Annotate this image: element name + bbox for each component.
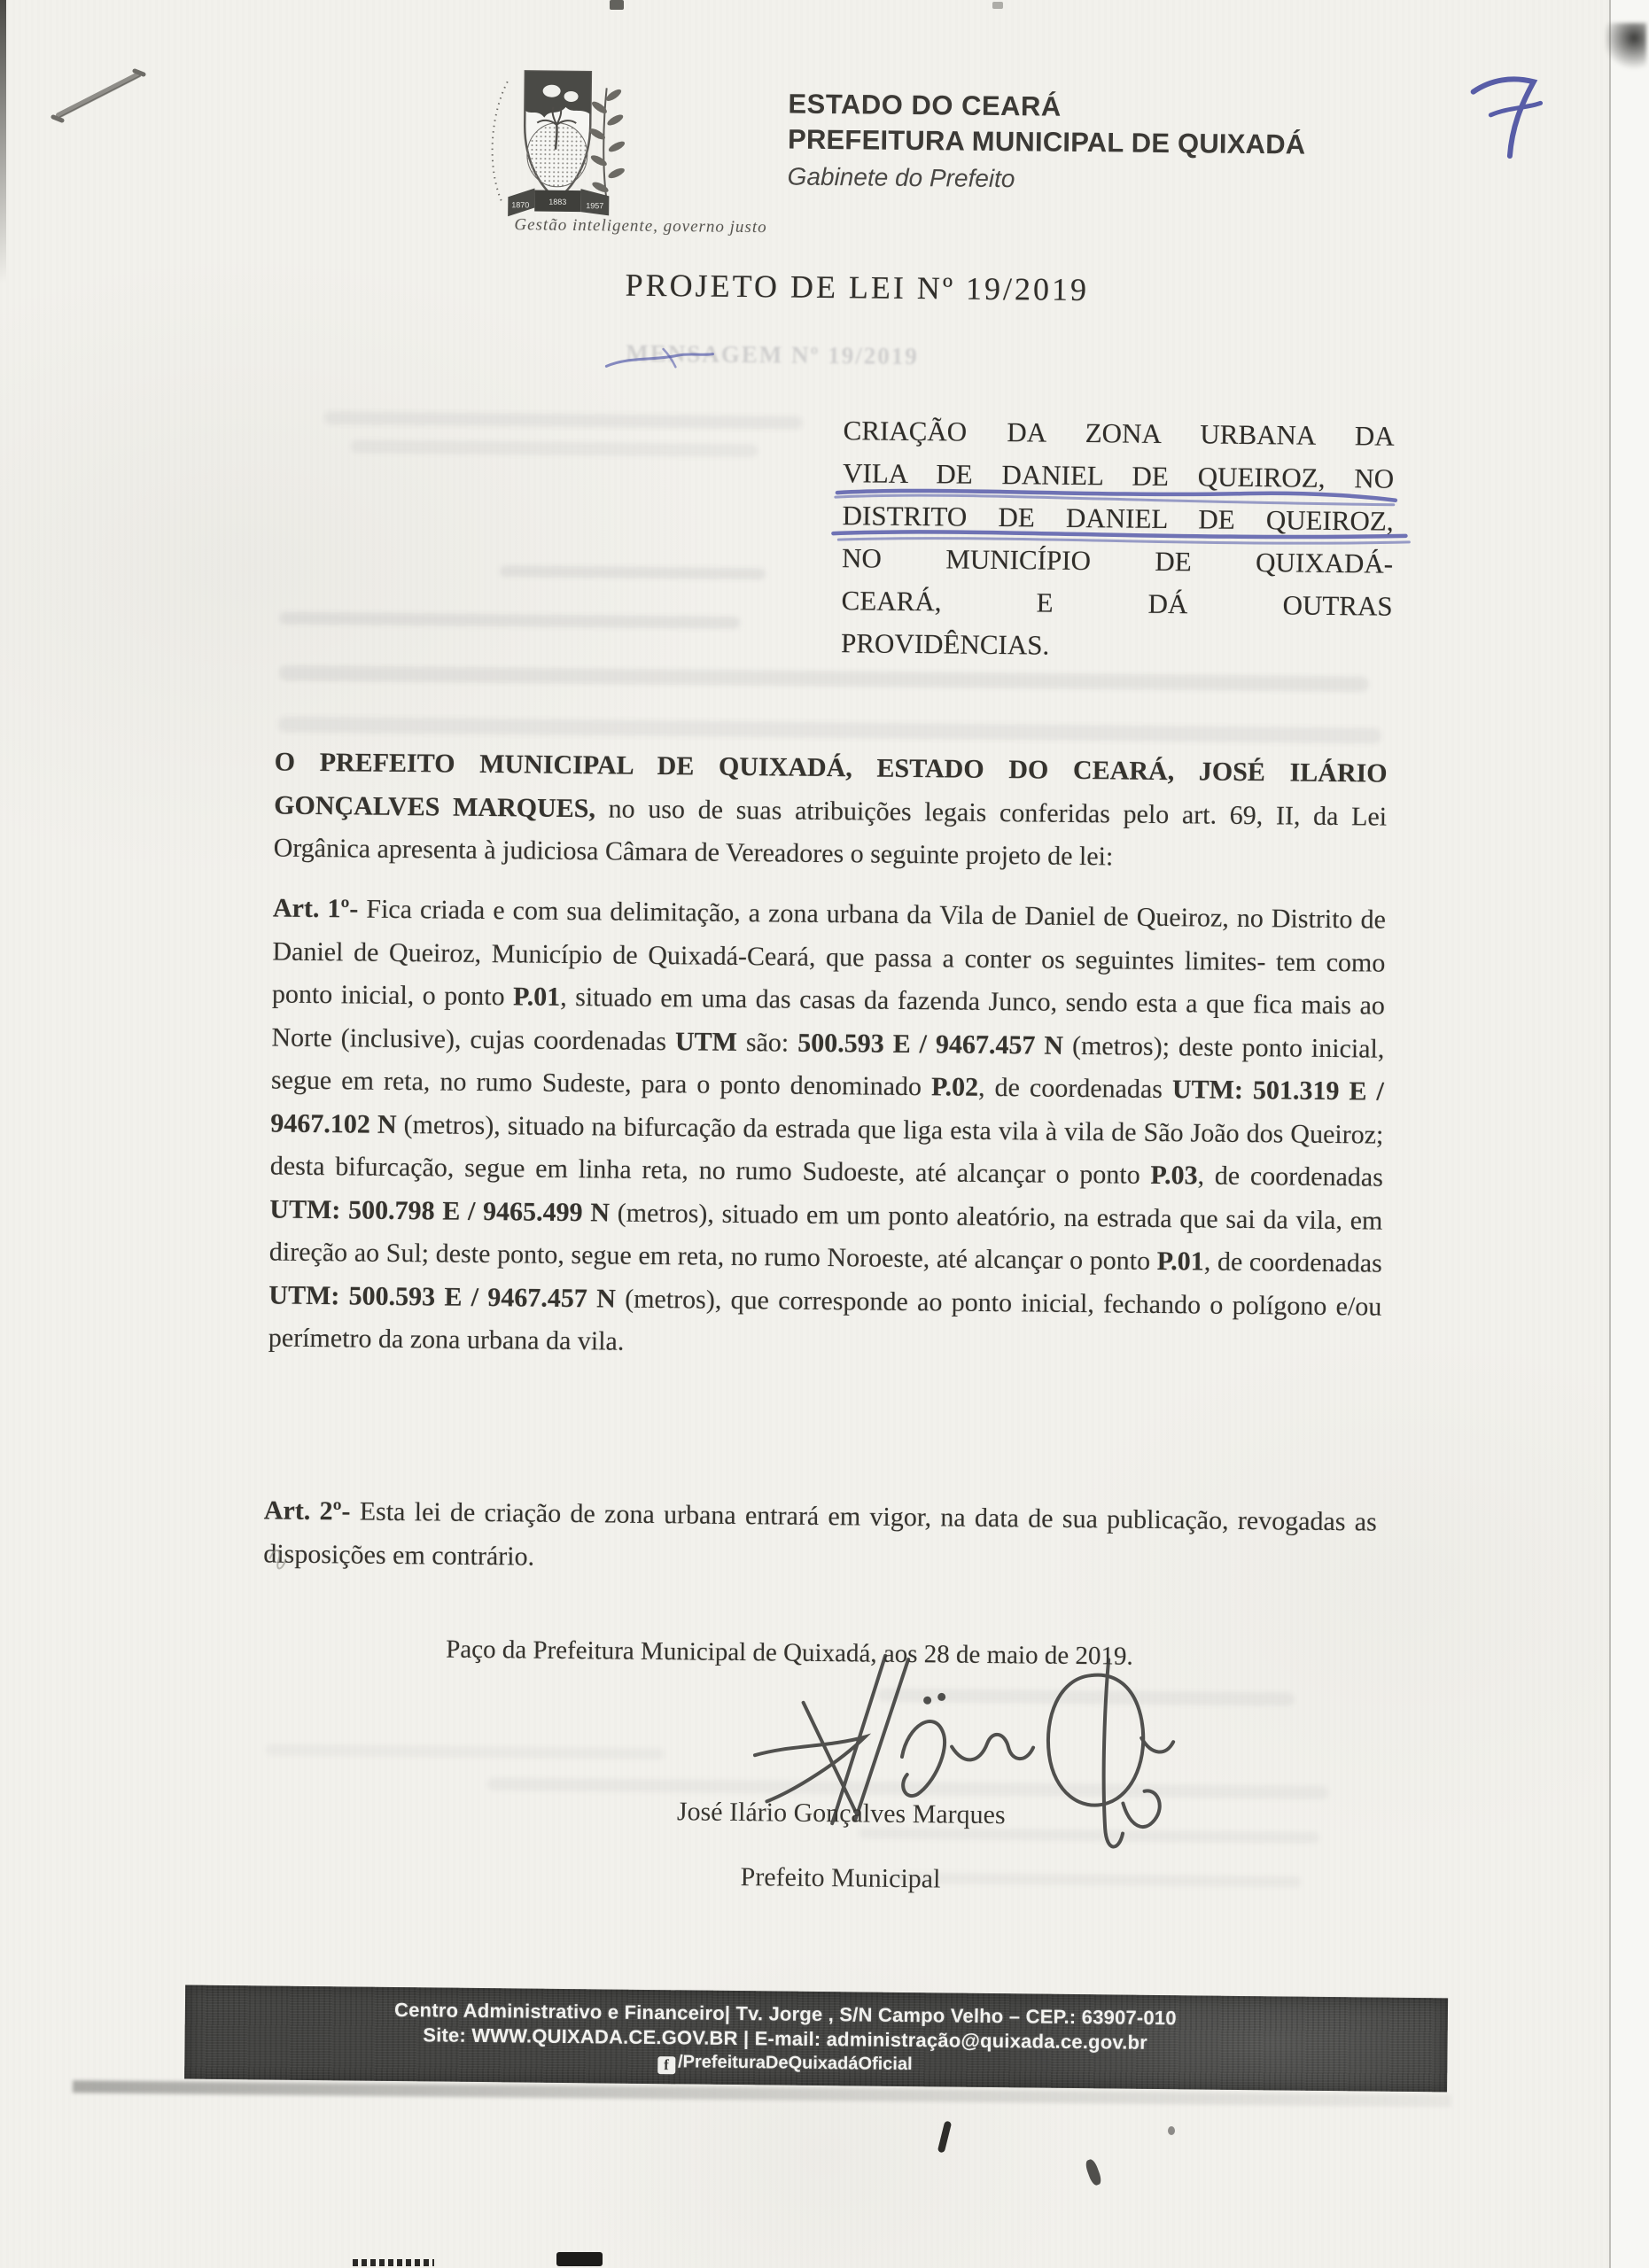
crest-date-center: 1883 (548, 197, 567, 206)
staple (46, 60, 161, 131)
dateline: Paço da Prefeitura Municipal de Quixadá, aos 28 de maio de 2019. (446, 1635, 1133, 1671)
signatory-name: José Ilário Gonçalves Marques (676, 1797, 1006, 1830)
scan-edge-right-line (1609, 0, 1611, 2268)
bleedthrough-title: MENSAGEM Nº 19/2019 (626, 339, 919, 370)
letterhead-municipality: PREFEITURA MUNICIPAL DE QUIXADÁ (787, 123, 1306, 160)
crest-motto: Gestão inteligente, governo justo (514, 215, 767, 237)
crest-date-right: 1957 (586, 201, 604, 211)
scan-edge-right-zone (1611, 0, 1649, 2268)
scan-mark-bottom-dashes (353, 2259, 434, 2266)
scan-edge-left (0, 0, 6, 284)
ementa-text: PROVIDÊNCIAS. (840, 627, 1050, 661)
handwritten-page-number (1466, 67, 1551, 166)
letterhead-office: Gabinete do Prefeito (787, 162, 1015, 193)
ementa-text: VILA DE DANIEL DE QUEIROZ, NO (842, 457, 1395, 494)
facebook-handle: /PrefeituraDeQuixadáOficial (677, 2052, 913, 2075)
article-1-paragraph: Art. 1º- Fica criada e com sua delimitação, a zona urbana da Vila de Daniel de Queiroz, no Distrito de Daniel de Queiroz, Município de Quixadá-Ceará, que passa a conter os seguintes limites- tem como ponto inicial, o ponto P.01, situado em uma das casas da fazenda Junco, sendo esta a que fica mais ao Norte (inclusive), cujas coordenadas UTM são: 500.593 E / 9467.457 N (metros); deste ponto inicial, segue em reta, no rumo Sudeste, para o ponto denominado P.02, de coordenadas UTM: 501.319 E / 9467.102 N (metros), situado na bifurcação da estrada que liga esta vila à vila de São João dos Queiroz; desta bifurcação, segue em linha reta, no rumo Sudoeste, até alcançar o ponto P.03, de coordenadas UTM: 500.798 E / 9465.499 N (metros), situado em um ponto aleatório, na estrada que sai da vila, em direção ao Sul; deste ponto, segue em reta, no rumo Noroeste, até alcançar o ponto P.01, de coordenadas UTM: 500.593 E / 9467.457 N (metros), que corresponde ao ponto inicial, fechando o polígono e/ou perímetro da zona urbana da vila. (268, 893, 1387, 1356)
ementa-text: CRIAÇÃO DA ZONA URBANA DA (843, 415, 1395, 452)
facebook-icon: f (657, 2056, 675, 2074)
ementa-text: DISTRITO DE DANIEL DE QUEIROZ, (842, 500, 1394, 537)
document-title: PROJETO DE LEI Nº 19/2019 (625, 267, 1090, 308)
preamble-paragraph: O PREFEITO MUNICIPAL DE QUIXADÁ, ESTADO DO CEARÁ, JOSÉ ILÁRIO GONÇALVES MARQUES, no uso de suas atribuições legais conferidas pelo art. 69, II, da Lei Orgânica apresenta à judiciosa Câmara de Vereadores o seguinte projeto de lei: (273, 747, 1388, 872)
scan-mark (992, 2, 1003, 9)
crest-date-left: 1870 (511, 200, 530, 210)
signatory-role: Prefeito Municipal (740, 1862, 941, 1894)
scan-mark (610, 0, 624, 10)
letterhead-state: ESTADO DO CEARÁ (788, 88, 1062, 122)
ementa-text: NO MUNICÍPIO DE QUIXADÁ- (841, 542, 1394, 579)
scan-smudge-top-right (1606, 23, 1646, 73)
pen-scribble (601, 345, 719, 374)
footer-address: Centro Administrativo e Financeiro| Tv. Jorge , S/N Campo Velho – CEP.: 63907-010 (393, 1998, 1177, 2030)
ementa-text: CEARÁ, E DÁ OUTRAS (841, 585, 1393, 622)
ink-speck (1168, 2126, 1175, 2135)
scan-mark-bottom (556, 2252, 603, 2266)
article-2-paragraph: Art. 2º- Esta lei de criação de zona urbana entrará em vigor, na data de sua publicação, revogadas as disposições em contrário. (263, 1495, 1377, 1572)
footer-site-email: Site: WWW.QUIXADA.CE.GOV.BR | E-mail: administração@quixada.ce.gov.br (423, 2023, 1148, 2054)
